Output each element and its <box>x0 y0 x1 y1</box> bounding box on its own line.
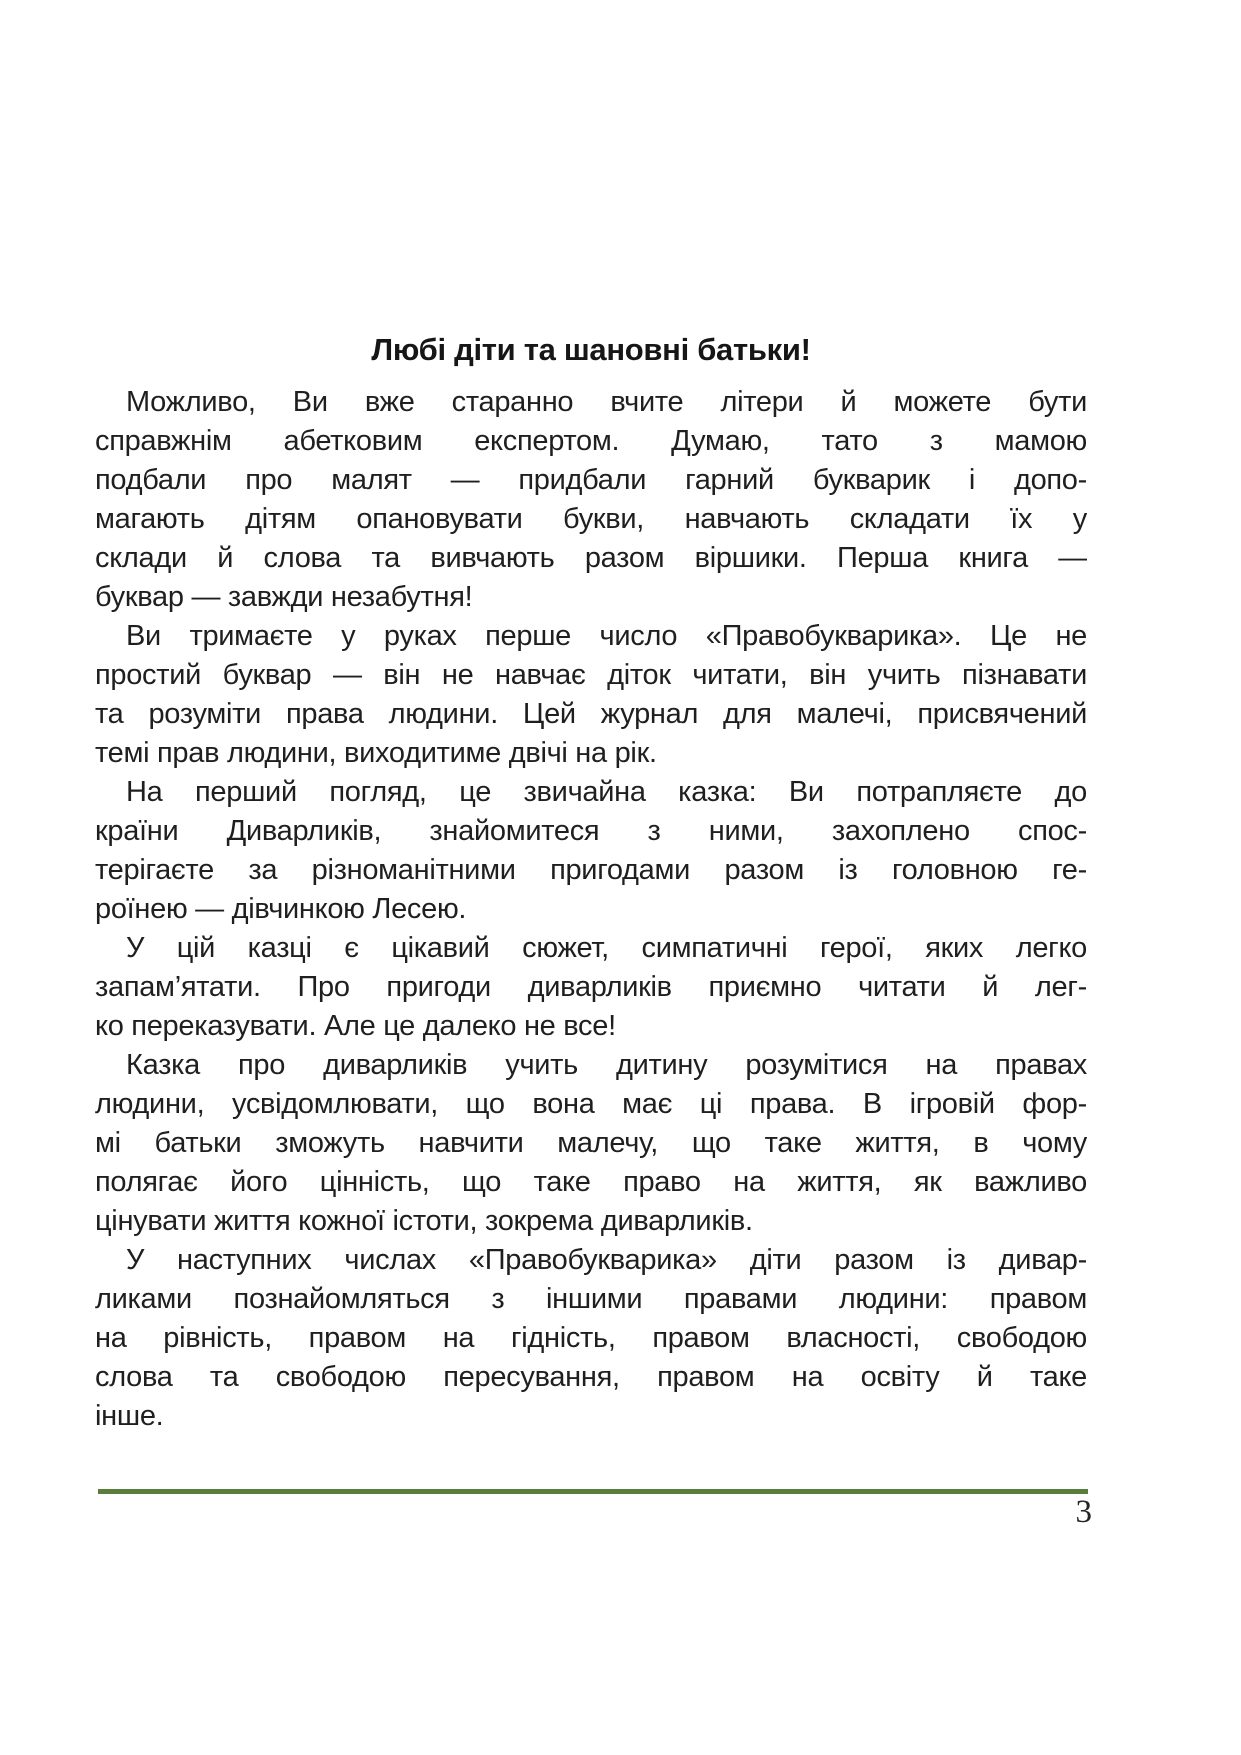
page-number: 3 <box>1075 1494 1092 1530</box>
text-line: полягає його цінність, що таке право на життя, як важливо <box>95 1166 1087 1198</box>
text-line: ко переказувати. Але це далеко не все! <box>95 1010 616 1042</box>
text-line: ликами познайомляться з іншими правами людини: правом <box>95 1283 1087 1315</box>
text-line: У наступних числах «Правобукварика» діти разом із дивар- <box>126 1244 1087 1276</box>
text-line: мі батьки зможуть навчити малечу, що таке життя, в чому <box>95 1127 1087 1159</box>
text-line: темі прав людини, виходитиме двічі на рік. <box>95 737 657 769</box>
text-line: та розуміти права людини. Цей журнал для малечі, присвячений <box>95 698 1087 730</box>
text-line: терігаєте за різноманітними пригодами разом із головною ге- <box>95 854 1087 886</box>
text-line: простий буквар — він не навчає діток читати, він учить пізнавати <box>95 659 1087 691</box>
text-line: подбали про малят — придбали гарний букварик і допо- <box>95 464 1087 496</box>
text-line: цінувати життя кожної істоти, зокрема диварликів. <box>95 1205 753 1237</box>
text-line: країни Диварликів, знайомитеся з ними, захоплено спос- <box>95 815 1087 847</box>
page-title: Любі діти та шановні батьки! <box>371 332 811 367</box>
text-line: Можливо, Ви вже старанно вчите літери й можете бути <box>126 386 1087 418</box>
text-line: магають дітям опановувати букви, навчають складати їх у <box>95 503 1087 535</box>
text-line: У цій казці є цікавий сюжет, симпатичні герої, яких легко <box>126 932 1087 964</box>
text-line: запам’ятати. Про пригоди диварликів приємно читати й лег- <box>95 971 1087 1003</box>
text-line: роїнею — дівчинкою Лесею. <box>95 893 467 925</box>
divider-rule <box>98 1489 1088 1494</box>
text-line: Казка про диварликів учить дитину розумітися на правах <box>126 1049 1087 1081</box>
text-line: людини, усвідомлювати, що вона має ці права. В ігровій фор- <box>95 1088 1087 1120</box>
text-line: Ви тримаєте у руках перше число «Правобукварика». Це не <box>126 620 1087 652</box>
text-line: слова та свободою пересування, правом на освіту й таке <box>95 1361 1087 1393</box>
text-line: На перший погляд, це звичайна казка: Ви потрапляєте до <box>126 776 1087 808</box>
text-line: буквар — завжди незабутня! <box>95 581 473 613</box>
text-line: інше. <box>95 1400 164 1432</box>
text-line: справжнім абетковим експертом. Думаю, тато з мамою <box>95 425 1087 457</box>
text-line: склади й слова та вивчають разом віршики. Перша книга — <box>95 542 1087 574</box>
body-text <box>95 383 1087 1436</box>
text-line: на рівність, правом на гідність, правом власності, свободою <box>95 1322 1087 1354</box>
